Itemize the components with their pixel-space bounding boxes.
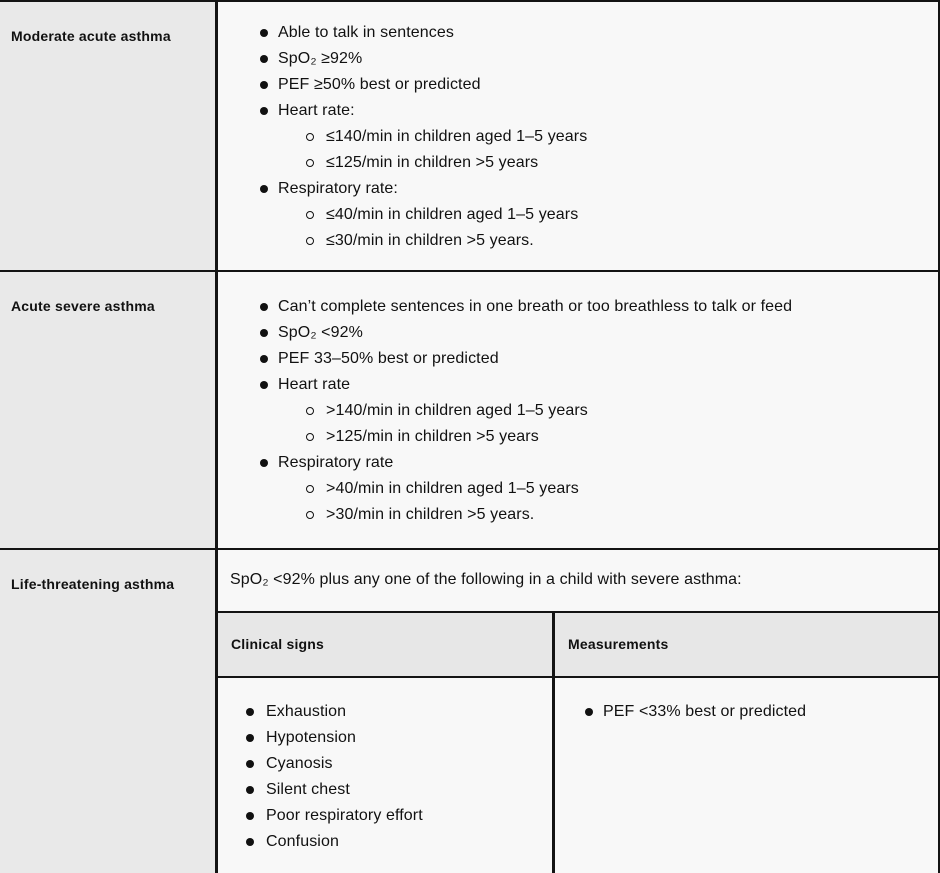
list-item: Silent chest <box>246 777 546 803</box>
list-item: PEF ≥50% best or predicted <box>260 72 930 98</box>
list-item: >125/min in children >5 years <box>306 424 930 450</box>
list-item: ≤30/min in children >5 years. <box>306 228 930 254</box>
list-item: Heart rate: <box>260 98 930 124</box>
severity-label: Moderate acute asthma <box>11 28 171 44</box>
measurements-cell <box>555 678 938 873</box>
list-item: ≤125/min in children >5 years <box>306 150 930 176</box>
row-life-threatening-asthma <box>0 550 938 873</box>
intro-cell <box>218 550 938 613</box>
criteria-list <box>218 2 938 254</box>
sub-table-body <box>218 678 938 873</box>
list-item: Heart rate <box>260 372 930 398</box>
list-item: Exhaustion <box>246 699 546 725</box>
list-item: ≤40/min in children aged 1–5 years <box>306 202 930 228</box>
clinical-signs-cell <box>218 678 555 873</box>
list-item: Confusion <box>246 829 546 855</box>
list-item: Can’t complete sentences in one breath or too breathless to talk or feed <box>260 294 930 320</box>
list-item: >30/min in children >5 years. <box>306 502 930 528</box>
list-item: ≤140/min in children aged 1–5 years <box>306 124 930 150</box>
row-acute-severe-asthma <box>0 272 938 550</box>
list-item: Respiratory rate <box>260 450 930 476</box>
list-item: Hypotension <box>246 725 546 751</box>
severity-label-cell <box>0 2 218 270</box>
criteria-list <box>218 272 938 528</box>
clinical-signs-list <box>218 678 552 855</box>
criteria-cell <box>218 2 938 270</box>
list-item: >40/min in children aged 1–5 years <box>306 476 930 502</box>
list-item: SpO₂ ≥92% <box>260 46 930 72</box>
measurements-list <box>555 678 938 725</box>
life-threatening-sub-table <box>218 550 938 873</box>
list-item: Cyanosis <box>246 751 546 777</box>
severity-label: Acute severe asthma <box>11 298 155 314</box>
list-item: Able to talk in sentences <box>260 20 930 46</box>
severity-label: Life-threatening asthma <box>11 576 175 592</box>
clinical-signs-header: Clinical signs <box>218 613 555 676</box>
intro-text: SpO₂ <92% plus any one of the following in a child with severe asthma: <box>230 571 742 589</box>
measurements-header: Measurements <box>555 613 938 676</box>
criteria-cell <box>218 272 938 548</box>
list-item: PEF 33–50% best or predicted <box>260 346 930 372</box>
severity-label-cell <box>0 550 218 873</box>
list-item: Poor respiratory effort <box>246 803 546 829</box>
list-item: Respiratory rate: <box>260 176 930 202</box>
list-item: SpO₂ <92% <box>260 320 930 346</box>
severity-label-cell <box>0 272 218 548</box>
sub-table-header <box>218 613 938 678</box>
list-item: >140/min in children aged 1–5 years <box>306 398 930 424</box>
list-item: PEF <33% best or predicted <box>585 699 932 725</box>
row-moderate-acute-asthma <box>0 2 938 272</box>
